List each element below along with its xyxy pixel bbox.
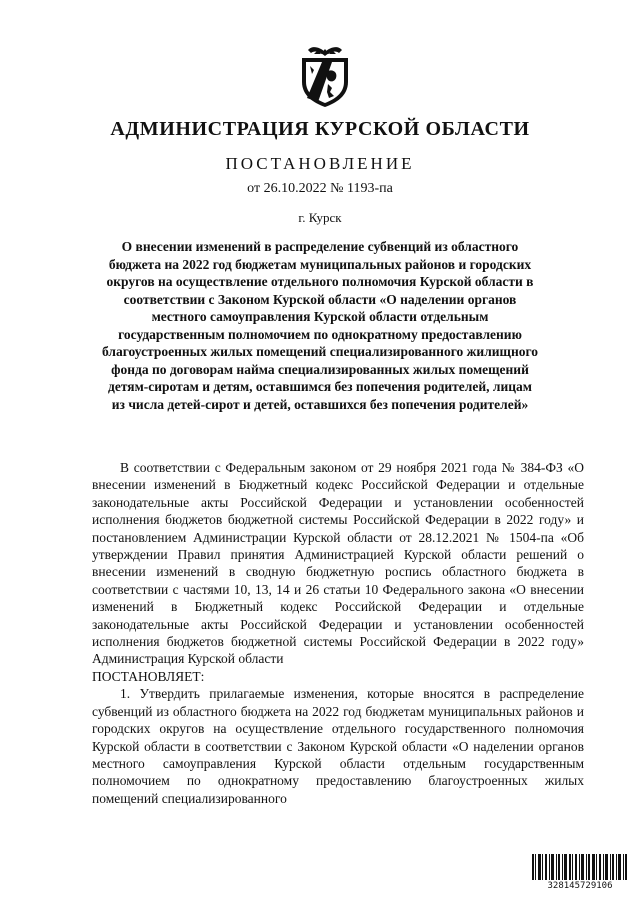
coat-of-arms-icon	[298, 44, 352, 108]
barcode-number: 328145729106	[530, 880, 630, 892]
document-subject: О внесении изменений в распределение субвенций из областного бюджета на 2022 год бюджетам муниципальных районов и городских округов на осуществление отдельного полномочия Курской области в соответствии с Законом Курской области «О наделении органов местного самоуправления Курской области отдельным государственным полномочием по однократному предоставлению благоустроенных жилых помещений специализированного жилищного фонда по договорам найма специализированных жилых помещений детям-сиротам и детям, оставшимся без попечения родителей, лицам из числа детей-сирот и детей, оставшихся без попечения родителей»	[101, 239, 539, 412]
document-city: г. Курск	[298, 210, 342, 225]
preamble-paragraph: В соответствии с Федеральным законом от 29 ноября 2021 года № 384-ФЗ «О внесении изменений в Бюджетный кодекс Российской Федерации и отдельные законодательные акты Российской Федерации и установлении особенностей исполнения бюджетов бюджетной системы Российской Федерации в 2022 году» и постановлением Администрации Курской области от 28.12.2021 № 1504-па «Об утверждении Правил принятия Администрацией Курской области решений о внесении изменений в сводную бюджетную роспись областного бюджета в соответствии с частями 10, 13, 14 и 26 статьи 10 Федерального закона «О внесении изменений в Бюджетный кодекс Российской Федерации и отдельные законодательные акты Российской Федерации и установлении особенностей исполнения бюджетов бюджетной системы Российской Федерации в 2022 году» Администрация Курской области	[92, 460, 584, 667]
document-body	[92, 459, 584, 807]
organization-title: АДМИНИСТРАЦИЯ КУРСКОЙ ОБЛАСТИ	[110, 118, 530, 140]
item-1-paragraph: 1. Утвердить прилагаемые изменения, которые вносятся в распределение субвенций из областного бюджета на 2022 год бюджетам муниципальных районов и городских округов на осуществление отдельного государственного полномочия Курской области в соответствии с Законом Курской области «О наделении органов местного самоуправления Курской области отдельным государственным полномочием по однократному предоставлению благоустроенных жилых помещений специализированного	[92, 686, 584, 806]
document-type: ПОСТАНОВЛЕНИЕ	[225, 154, 415, 173]
decree-line: ПОСТАНОВЛЯЕТ:	[92, 668, 205, 684]
document-date-number: от 26.10.2022 № 1193-па	[247, 181, 393, 196]
